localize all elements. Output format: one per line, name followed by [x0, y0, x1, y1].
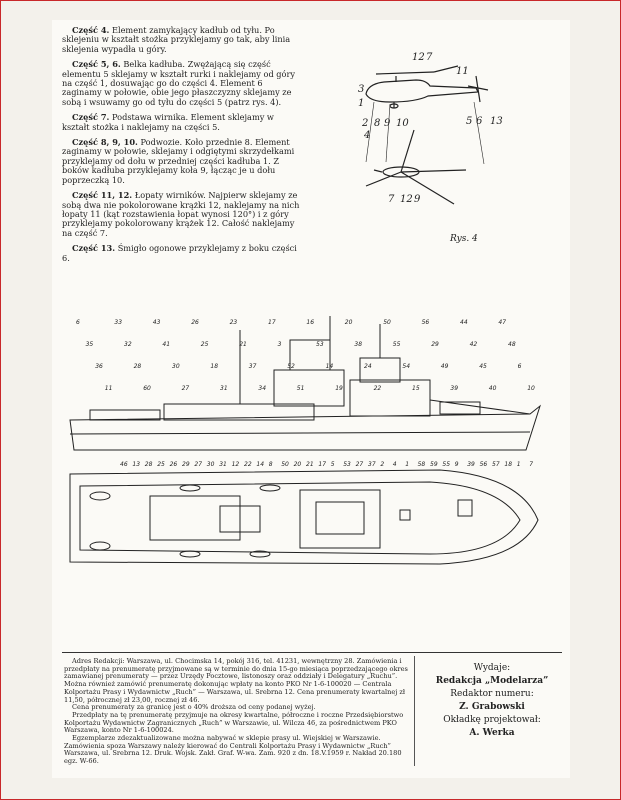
imprint-paragraph: Egzemplarze zdezaktualizowane można nabywać w sklepie prasy ul. Wiejskiej w Warszawie. Zamówienia spoza Warszawy należy kierować do Centrali Kolportażu Prasy i Wydawnictw „Ruch” Warszawa, ul. Srebrna 12. Druk. Wojsk. Zakł. Graf. W-wa. Zam. 920 z dn. 18.V.1959 r. Nakład 20.180 egz. W-66.	[64, 734, 402, 766]
ship-part-number: 2	[380, 461, 385, 468]
instruction-paragraph	[62, 113, 302, 132]
part-number-label: 12	[400, 194, 413, 205]
publisher-label: Wydaje:	[473, 663, 511, 673]
part-number-label: 7	[388, 194, 395, 205]
ship-part-number: 47	[498, 319, 507, 326]
ship-part-number: 27	[355, 461, 364, 468]
ship-part-number: 58	[417, 461, 426, 468]
imprint-block	[64, 658, 411, 766]
instruction-paragraph	[62, 138, 302, 185]
part-number-label: 5	[466, 116, 473, 127]
ship-part-number: 54	[402, 363, 411, 370]
ship-part-number: 15	[412, 385, 420, 392]
ship-part-number: 20	[344, 319, 353, 326]
ship-part-number: 16	[306, 319, 315, 326]
ship-part-number: 50	[383, 319, 391, 326]
separator-line	[62, 652, 562, 653]
instruction-text: Belka kadłuba. Zwężającą się część elementu 5 sklejamy w kształt rurki i naklejamy od góry na część 1, dosuwając go do części 4. Element 6 zaginamy w połowie, obie jego płaszczyzny sklejamy ze sobą i wsuwamy go od tyłu do części 5 (patrz rys. 4).	[62, 59, 295, 107]
part-number-label: 9	[414, 194, 421, 205]
ship-part-number: 42	[469, 341, 478, 348]
ship-part-number: 18	[504, 461, 513, 468]
instruction-text: Podwozie. Koło przednie 8. Element zaginamy w połowie, sklejamy i odgiętymi skrzydełkami przyklejamy od dołu w przedniej części kadłuba 1. Z boków kadłuba przyklejamy koła 9, łącząc je u dołu poprzeczką 10.	[62, 137, 295, 185]
part-number-label: 9	[384, 118, 391, 129]
ship-part-number: 51	[296, 385, 305, 392]
ship-part-number: 10	[527, 385, 535, 392]
part-heading: Część 8, 9, 10.	[72, 137, 138, 148]
ship-part-number: 13	[132, 461, 141, 468]
ship-part-number: 33	[114, 319, 123, 326]
ship-part-number: 17	[318, 461, 327, 468]
ship-part-number: 21	[239, 341, 247, 348]
ship-part-number: 37	[248, 363, 257, 370]
ship-part-number: 7	[529, 461, 534, 468]
publisher-name: Redakcja „Modelarza”	[435, 676, 549, 686]
part-heading: Część 5, 6.	[72, 59, 121, 70]
part-number-label: 3	[358, 84, 365, 95]
ship-part-number: 19	[335, 385, 343, 392]
ship-part-number: 44	[460, 319, 468, 326]
ship-part-number: 14	[256, 461, 265, 468]
part-number-label: 2	[362, 118, 369, 129]
ship-part-number: 48	[508, 341, 516, 348]
ship-part-number: 32	[124, 341, 132, 348]
ship-part-number: 45	[479, 363, 487, 370]
part-number-label: 1	[358, 98, 365, 109]
part-number-label: 12	[412, 52, 425, 63]
part-number-label: 13	[490, 116, 503, 127]
ship-part-number: 25	[157, 461, 165, 468]
ship-part-number: 57	[492, 461, 500, 468]
ship-part-number: 56	[479, 461, 488, 468]
ship-part-number: 39	[450, 385, 459, 392]
ship-part-number: 8	[268, 461, 273, 468]
imprint-paragraph: Cena prenumeraty za granicę jest o 40% droższa od ceny podanej wyżej.	[72, 703, 316, 712]
ship-part-number: 28	[144, 461, 153, 468]
ship-part-number: 1	[405, 461, 410, 468]
ship-part-number: 43	[152, 319, 161, 326]
ship-drawing	[60, 310, 550, 590]
instruction-text: Element zamykający kadłub od tyłu. Po sklejeniu w kształt stożka przyklejamy go tak, aby linia sklejenia wypadła u góry.	[62, 25, 291, 54]
ship-part-number: 25	[200, 341, 209, 348]
ship-part-number: 31	[220, 385, 228, 392]
ship-part-number: 55	[392, 341, 401, 348]
ship-part-number: 14	[325, 363, 334, 370]
imprint-paragraph: Przedpłaty na tę prenumeratę przyjmuje na okresy kwartalne, półroczne i roczne Przedsiębiorstwo Kolportażu Wydawnictw Zagranicznych „Ruch” w Warszawie, ul. Wilcza 46, za pośrednictwem PKO Warszawa, konto Nr 1-6-100024.	[64, 710, 404, 735]
ship-part-number: 50	[281, 461, 289, 468]
ship-part-number: 30	[172, 363, 180, 370]
ship-part-number: 37	[368, 461, 376, 468]
editor-name: Z. Grabowski	[459, 702, 525, 712]
ship-part-number: 26	[169, 461, 178, 468]
ship-part-number: 30	[206, 461, 215, 468]
part-number-label: 7	[426, 52, 433, 63]
assembly-instructions	[62, 26, 302, 269]
ship-part-number: 3	[277, 341, 282, 348]
part-number-label: 10	[396, 118, 409, 129]
part-heading: Część 4.	[72, 25, 110, 35]
cover-designer-name: A. Werka	[469, 728, 515, 738]
imprint-paragraph: Adres Redakcji: Warszawa, ul. Chocimska 14, pokój 316, tel. 41231, wewnętrzny 28. Zamówienia i przedpłaty na prenumeratę przyjmowane są w terminie do dnia 15-go miesiąca poprzedzającego okres zamawianej prenumeraty — przez Urzędy Pocztowe, listonoszy oraz oddziały i Delegatury „Ruchu”. Można również zamówić prenumeratę dokonując wpłaty na konto PKO Nr 1-6-100020 — Centrala Kolportażu Prasy i Wydawnictw „Ruch” — Warszawa, ul. Srebrna 12. Cena prenumeraty kwartalnej zł 11,50, półrocznej zł 23,00, rocznej zł 46.	[64, 657, 408, 704]
ship-part-number: 41	[162, 341, 171, 348]
ship-part-number: 9	[454, 461, 459, 468]
ship-part-number: 11	[104, 385, 113, 392]
instruction-text: Śmigło ogonowe przyklejamy z boku części 6.	[62, 243, 297, 263]
part-number-label: 11	[456, 66, 469, 77]
ship-part-number: 59	[430, 461, 438, 468]
part-heading: Część 13.	[72, 243, 116, 254]
ship-part-number: 39	[467, 461, 475, 468]
helicopter-drawing	[356, 46, 506, 216]
editor-label: Redaktor numeru:	[450, 689, 534, 699]
instruction-text: Łopaty wirników. Najpierw sklejamy ze sobą dwa nie pokolorowane krążki 12, naklejamy na nich łopaty 11 (kąt rozstawienia łopat wynosi 120°) i z góry przyklejamy pokolorowany krążek 12. Całość naklejamy na część 7.	[62, 190, 300, 238]
ship-part-number: 29	[431, 341, 439, 348]
ship-part-number: 53	[343, 461, 351, 468]
credits-block	[422, 662, 562, 740]
ship-part-number: 26	[191, 319, 199, 326]
ship-part-number: 49	[440, 363, 449, 370]
ship-part-number: 20	[293, 461, 302, 468]
instruction-text: Podstawa wirnika. Element sklejamy w kształt stożka i naklejamy na części 5.	[62, 112, 274, 132]
column-divider	[414, 656, 415, 766]
ship-part-number: 60	[143, 385, 151, 392]
ship-part-number: 4	[392, 461, 397, 468]
ship-part-number: 12	[231, 461, 240, 468]
ship-part-number: 18	[210, 363, 219, 370]
ship-part-number: 56	[421, 319, 430, 326]
instruction-paragraph	[62, 26, 302, 54]
ship-part-number: 31	[219, 461, 227, 468]
part-heading: Część 7.	[72, 112, 110, 123]
ship-part-number: 38	[354, 341, 363, 348]
ship-part-number: 27	[194, 461, 203, 468]
part-number-label: 8	[374, 118, 381, 129]
ship-part-number: 22	[373, 385, 382, 392]
part-heading: Część 11, 12.	[72, 190, 133, 201]
cover-designer-label: Okładkę projektował:	[443, 715, 541, 725]
ship-part-number: 53	[316, 341, 324, 348]
ship-part-number: 46	[120, 461, 128, 468]
ship-part-number: 1	[516, 461, 521, 468]
ship-part-number: 28	[133, 363, 142, 370]
ship-part-number: 34	[258, 385, 267, 392]
ship-part-number: 52	[287, 363, 295, 370]
figure-caption: Rys. 4	[450, 234, 478, 244]
ship-part-number: 36	[95, 363, 103, 370]
ship-part-number: 35	[85, 341, 94, 348]
ship-part-number: 27	[181, 385, 190, 392]
ship-part-number: 29	[182, 461, 190, 468]
part-number-label: 4	[364, 130, 371, 141]
ship-part-number: 6	[76, 319, 80, 326]
ship-part-number: 22	[244, 461, 252, 468]
ship-part-number: 17	[268, 319, 276, 326]
ship-part-number: 5	[330, 461, 335, 468]
ship-part-number: 55	[442, 461, 451, 468]
ship-part-number: 23	[229, 319, 238, 326]
ship-part-number: 6	[517, 363, 522, 370]
ship-part-number: 21	[306, 461, 314, 468]
instruction-paragraph	[62, 60, 302, 107]
instruction-paragraph	[62, 191, 302, 238]
part-number-label: 6	[476, 116, 483, 127]
ship-part-number: 24	[364, 363, 372, 370]
instruction-paragraph	[62, 244, 302, 263]
ship-part-number: 40	[488, 385, 497, 392]
